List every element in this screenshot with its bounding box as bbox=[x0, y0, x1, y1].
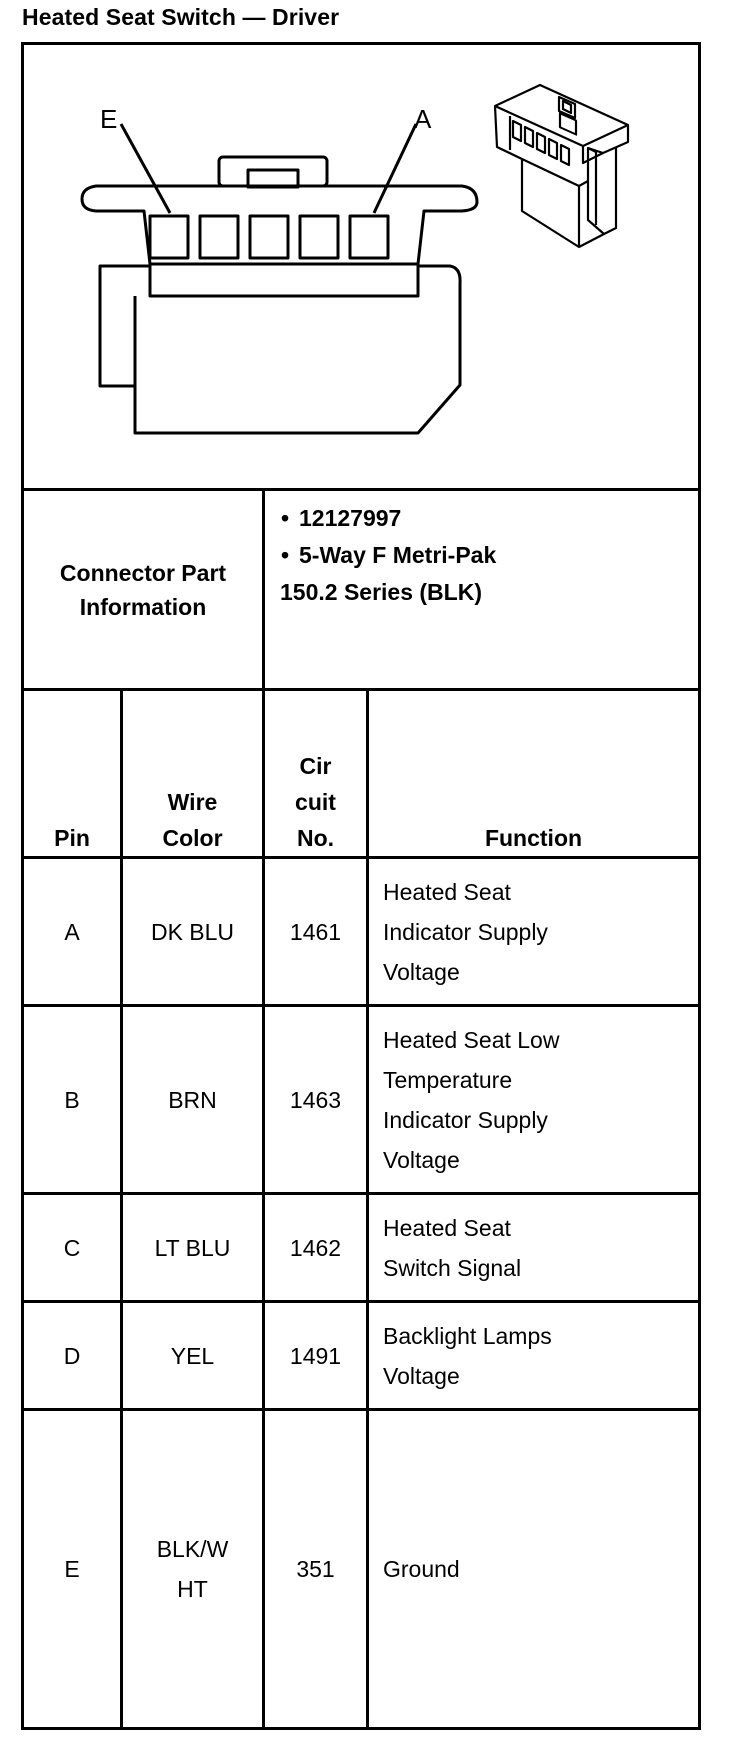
cell-pin bbox=[24, 1007, 120, 1192]
cell-circuit-text: 1463 bbox=[289, 1086, 342, 1113]
cell-wire-text: BRN bbox=[168, 1086, 217, 1113]
cell-circuit-text: 1462 bbox=[289, 1234, 342, 1261]
header-circuit bbox=[265, 691, 366, 870]
cell-circuit bbox=[265, 1007, 366, 1192]
cell-pin bbox=[24, 1303, 120, 1408]
cell-wire-text: DK BLU bbox=[150, 918, 235, 945]
pin-a-label: A bbox=[414, 104, 432, 134]
cell-function-text: Voltage bbox=[383, 1146, 460, 1173]
connector-info-label-line: Information bbox=[79, 593, 207, 620]
cell-function bbox=[383, 1303, 698, 1408]
cell-function-text: Heated Seat bbox=[383, 1214, 511, 1241]
cell-wire bbox=[123, 1303, 262, 1408]
cell-circuit bbox=[265, 1195, 366, 1300]
part-number: 12127997 bbox=[299, 505, 402, 531]
description-line: 150.2 Series (BLK) bbox=[280, 579, 482, 605]
cell-function-text: Indicator Supply bbox=[383, 918, 548, 945]
cell-pin bbox=[24, 1195, 120, 1300]
header-wire-color bbox=[123, 691, 262, 870]
connector-info-label-line: Connector Part bbox=[59, 559, 227, 586]
cell-circuit-text: 1461 bbox=[289, 918, 342, 945]
connector-info-value bbox=[265, 500, 698, 688]
cell-function-text: Voltage bbox=[383, 958, 460, 985]
cell-circuit bbox=[265, 859, 366, 1004]
bullet: • bbox=[281, 542, 290, 568]
description-item bbox=[265, 537, 698, 574]
description-line: 5-Way F Metri-Pak bbox=[299, 542, 497, 568]
connector-info-label bbox=[24, 491, 262, 688]
cell-pin bbox=[24, 859, 120, 1004]
cell-wire-text: YEL bbox=[170, 1342, 215, 1369]
cell-circuit bbox=[265, 1411, 366, 1727]
cell-function-text: Heated Seat Low bbox=[383, 1026, 560, 1053]
cell-function-text: Indicator Supply bbox=[383, 1106, 548, 1133]
part-number-item bbox=[265, 500, 698, 537]
cell-function bbox=[383, 859, 698, 1004]
cell-pin-text: C bbox=[63, 1234, 81, 1261]
cell-pin bbox=[24, 1411, 120, 1727]
cell-pin-text: D bbox=[63, 1342, 81, 1369]
cell-function bbox=[383, 1007, 698, 1192]
header-pin bbox=[24, 691, 120, 870]
header-circuit-text: No. bbox=[296, 825, 335, 851]
bullet: • bbox=[281, 505, 290, 531]
cell-function-text: Voltage bbox=[383, 1362, 460, 1389]
header-wire-color-text: Wire bbox=[167, 789, 218, 815]
cell-wire bbox=[123, 859, 262, 1004]
cell-circuit-text: 351 bbox=[296, 1556, 335, 1582]
cell-function-text: Ground bbox=[383, 1556, 460, 1582]
header-wire-color-text: Color bbox=[162, 825, 223, 851]
cell-circuit bbox=[265, 1303, 366, 1408]
pin-e-label: E bbox=[100, 104, 118, 134]
cell-function bbox=[383, 1411, 698, 1727]
cell-wire-text: LT BLU bbox=[154, 1234, 231, 1261]
cell-pin-text: A bbox=[64, 918, 80, 945]
connector-diagram bbox=[24, 45, 698, 490]
cell-wire bbox=[123, 1411, 262, 1727]
cell-wire-text: BLK/W bbox=[156, 1536, 229, 1562]
header-pin-text: Pin bbox=[54, 825, 90, 851]
header-function bbox=[369, 691, 698, 870]
header-circuit-text: cuit bbox=[295, 789, 336, 815]
cell-wire-text: HT bbox=[177, 1576, 208, 1602]
header-function-text: Function bbox=[484, 825, 583, 851]
cell-function bbox=[383, 1195, 698, 1300]
cell-circuit-text: 1491 bbox=[289, 1342, 342, 1369]
header-circuit-text: Cir bbox=[299, 753, 332, 779]
cell-function-text: Switch Signal bbox=[383, 1254, 522, 1281]
cell-function-text: Backlight Lamps bbox=[383, 1322, 552, 1349]
cell-pin-text: B bbox=[64, 1086, 80, 1113]
page-title: Heated Seat Switch — Driver bbox=[22, 4, 340, 30]
cell-function-text: Temperature bbox=[383, 1066, 513, 1093]
cell-wire bbox=[123, 1195, 262, 1300]
cell-pin-text: E bbox=[64, 1556, 80, 1582]
cell-function-text: Heated Seat bbox=[383, 878, 511, 905]
cell-wire bbox=[123, 1007, 262, 1192]
